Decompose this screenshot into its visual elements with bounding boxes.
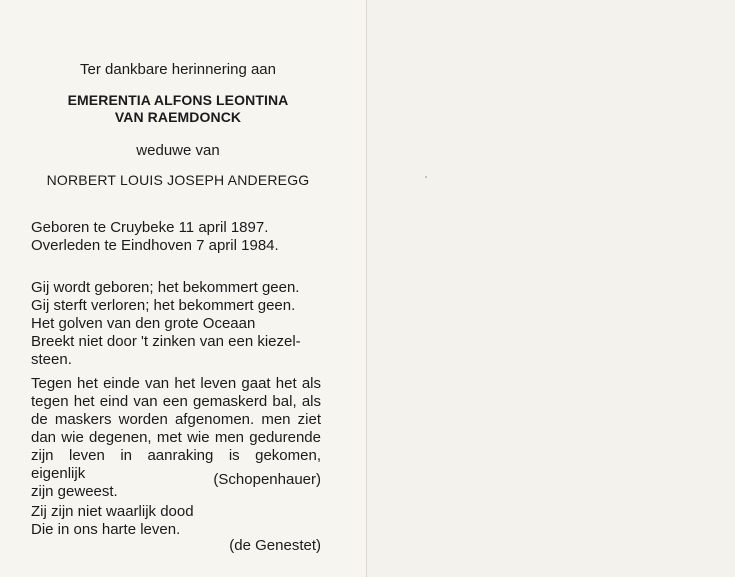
closing-verse [31,503,194,539]
intro-text: Ter dankbare herinnering aan [80,61,276,78]
poem-line: Gij sterft verloren; het bekommert geen. [31,297,296,314]
poem-line: Breekt niet door 't zinken van een kiezel- [31,333,301,350]
quote-attribution: (Schopenhauer) [213,471,321,488]
card-right-panel [367,0,735,577]
quote-line: Tegen het einde van het leven gaat het als [31,375,321,392]
widow-of-text: weduwe van [136,142,220,159]
poem [31,279,321,369]
birth-line: Geboren te Cruybeke 11 april 1897. [31,219,269,236]
deceased-name-line1: EMERENTIA ALFONS LEONTINA [67,92,289,108]
life-dates [31,219,279,255]
quote-line: tegen het eind van een gemaskerd bal, als [31,393,321,410]
quote-line: de maskers worden afgenomen. men ziet [31,411,321,428]
verse-attribution: (de Genestet) [229,537,321,554]
quote-line: zijn geweest. [31,483,118,500]
verse-line: Die in ons harte leven. [31,521,181,538]
quote-line: dan wie degenen, met wie men gedurende [31,429,321,446]
death-line: Overleden te Eindhoven 7 april 1984. [31,237,279,254]
quote-line: zijn leven in aanraking is gekomen, eigenlijk [31,447,321,482]
verse-line: Zij zijn niet waarlijk dood [31,503,194,520]
deceased-name-line2: VAN RAEMDONCK [114,109,242,125]
paper-speck [425,176,427,178]
poem-line: steen. [31,351,72,368]
poem-line: Gij wordt geboren; het bekommert geen. [31,279,300,296]
card-left-panel [0,0,367,577]
poem-line: Het golven van den grote Oceaan [31,315,256,332]
deceased-name [0,92,356,126]
husband-name: NORBERT LOUIS JOSEPH ANDEREGG [46,172,310,188]
